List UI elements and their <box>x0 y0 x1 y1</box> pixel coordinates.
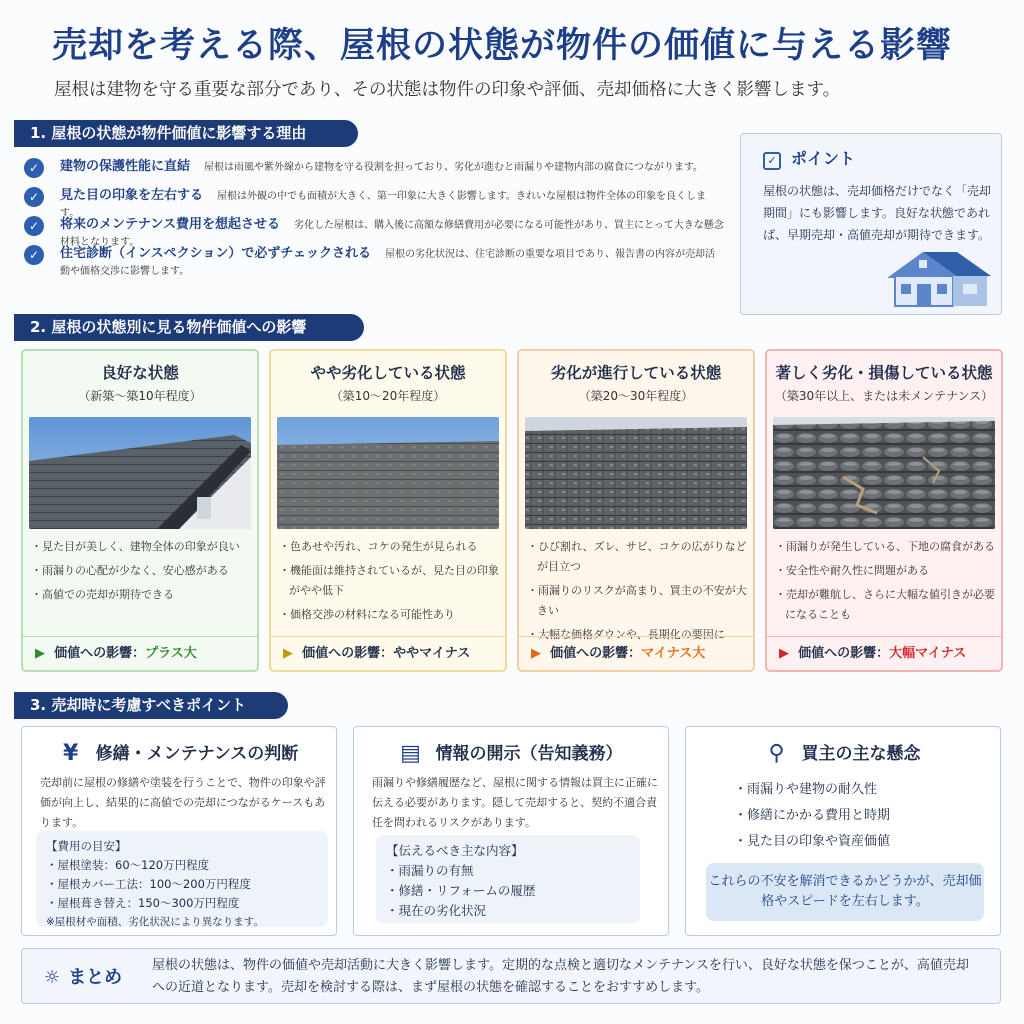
card-item: ・高値での売却が期待できる <box>31 588 174 601</box>
impact-value: 大幅マイナス <box>889 646 967 661</box>
impact-label: 価値への影響： <box>54 646 146 661</box>
disclosure-box <box>353 726 669 936</box>
card-item: ・見た目が美しく、建物全体の印象が良い <box>31 540 240 553</box>
summary-text: 屋根の状態は、物件の価値や売却活動に大きく影響します。定期的な点検と適切なメンテナンスを行い、良好な状態を保つことが、高値売却への近道となります。売却を検討する際は、まず屋根の状態を確認することをおすすめします。 <box>152 958 969 995</box>
impact-value: プラス大 <box>145 646 197 661</box>
condition-card-good <box>21 349 259 672</box>
card-subtitle: （築30年以上、または未メンテナンス） <box>774 389 994 403</box>
lightbulb-icon: ☼ <box>44 967 61 988</box>
list-item: ・修繕にかかる費用と時期 <box>734 808 891 823</box>
lightbulb-note-icon: ✓ <box>763 152 781 170</box>
repair-decision-box <box>21 726 337 936</box>
section1-heading: 1. 屋根の状態が物件価値に影響する理由 <box>14 120 358 147</box>
house-icon <box>887 246 991 308</box>
reason-text: 屋根の劣化状況は、住宅診断の重要な項目であり、報告書の内容が売却活動や価格交渉に影響します。 <box>60 249 715 277</box>
triangle-right-icon: ▶ <box>35 646 45 661</box>
cost-guide <box>36 831 328 927</box>
card-item: ・雨漏りが発生している、下地の腐食がある <box>775 540 995 553</box>
impact-value: マイナス大 <box>641 646 706 661</box>
card-item: ・大幅な価格ダウンや、長期化の要因に <box>527 628 725 641</box>
point-heading: ポイント <box>791 149 856 168</box>
condition-card-advanced-degradation <box>517 349 755 672</box>
card-item: ・機能面は維持されているが、見た目の印象がやや低下 <box>279 564 499 597</box>
impact-value: ややマイナス <box>393 646 471 661</box>
condition-card-slightly-degraded <box>269 349 507 672</box>
triangle-right-icon: ▶ <box>283 646 293 661</box>
card-item: ・価格交渉の材料になる可能性あり <box>279 608 455 621</box>
list-item: ・修繕・リフォームの履歴 <box>386 883 536 898</box>
roof-photo <box>29 417 251 529</box>
triangle-right-icon: ▶ <box>531 646 541 661</box>
impact-label: 価値への影響： <box>550 646 642 661</box>
value-impact <box>271 636 505 670</box>
card-subtitle: （築20〜30年程度） <box>578 389 694 403</box>
roof-photo <box>525 417 747 529</box>
list-heading: 【伝えるべき主な内容】 <box>386 843 524 858</box>
buyer-concerns-box <box>685 726 1001 936</box>
cost-item: ・屋根塗装：60〜120万円程度 <box>46 858 210 872</box>
section2-heading: 2. 屋根の状態別に見る物件価値への影響 <box>14 314 364 341</box>
page-subtitle: 屋根は建物を守る重要な部分であり、その状態は物件の印象や評価、売却価格に大きく影響します。 <box>54 80 841 100</box>
point-box <box>740 133 1002 315</box>
box-heading: 情報の開示（告知義務） <box>435 744 623 764</box>
roof-photo <box>773 417 995 529</box>
card-title: 良好な状態 <box>101 364 179 382</box>
point-text: 屋根の状態は、売却価格だけでなく「売却期間」にも影響します。良好な状態であれば、早期売却・高値売却が期待できます。 <box>763 184 992 242</box>
card-subtitle: （新築〜築10年程度） <box>78 389 202 403</box>
disclosure-list <box>376 835 640 923</box>
page-title: 売却を考える際、屋根の状態が物件の価値に与える影響 <box>52 26 953 66</box>
document-icon: ▤ <box>400 741 421 766</box>
card-title: 劣化が進行している状態 <box>550 364 722 382</box>
card-item: ・雨漏りのリスクが高まり、買主の不安が大きい <box>527 584 747 617</box>
reason-text: 劣化した屋根は、購入後に高額な修繕費用が必要になる可能性があり、買主にとって大きな懸念材料となります。 <box>60 220 724 248</box>
card-item: ・売却が難航し、さらに大幅な値引きが必要になることも <box>775 588 995 621</box>
card-item: ・安全性や耐久性に問題がある <box>775 564 929 577</box>
concerns-conclusion: これらの不安を解消できるかどうかが、売却価格やスピードを左右します。 <box>706 863 984 921</box>
cost-note: ※屋根材や面積、劣化状況により異なります。 <box>46 916 264 928</box>
search-icon: ⚲ <box>768 741 785 766</box>
check-icon: ✓ <box>24 245 44 265</box>
list-item: ・雨漏りや建物の耐久性 <box>734 782 878 797</box>
card-item: ・色あせや汚れ、コケの発生が見られる <box>279 540 478 553</box>
reason-text: 屋根は外観の中でも面積が大きく、第一印象に大きく影響します。きれいな屋根は物件全体の印象を良くします。 <box>60 191 707 219</box>
reason-text: 屋根は雨風や紫外線から建物を守る役割を担っており、劣化が進むと雨漏りや建物内部の腐食につながります。 <box>204 162 704 173</box>
check-icon: ✓ <box>24 216 44 236</box>
reason-title: 建物の保護性能に直結 <box>60 159 191 174</box>
value-impact <box>519 636 753 670</box>
cost-heading: 【費用の目安】 <box>46 839 127 853</box>
box-heading: 修繕・メンテナンスの判断 <box>95 744 299 764</box>
card-title: やや劣化している状態 <box>310 364 466 382</box>
box-text: 雨漏りや修繕履歴など、屋根に関する情報は買主に正確に伝える必要があります。隠して売却すると、契約不適合責任を問われるリスクがあります。 <box>372 776 658 829</box>
cost-item: ・屋根葺き替え：150〜300万円程度 <box>46 896 240 910</box>
cost-item: ・屋根カバー工法：100〜200万円程度 <box>46 877 251 891</box>
box-text: 売却前に屋根の修繕や塗装を行うことで、物件の印象や評価が向上し、結果的に高値での売却につながるケースもあります。 <box>40 776 326 829</box>
triangle-right-icon: ▶ <box>779 646 789 661</box>
box-heading: 買主の主な懸念 <box>801 744 921 764</box>
impact-label: 価値への影響： <box>798 646 890 661</box>
check-icon: ✓ <box>24 158 44 178</box>
summary-heading: まとめ <box>68 967 123 988</box>
card-item: ・雨漏りの心配が少なく、安心感がある <box>31 564 229 577</box>
reason-title: 住宅診断（インスペクション）で必ずチェックされる <box>60 246 371 261</box>
reason-item <box>24 245 724 280</box>
list-item: ・現在の劣化状況 <box>386 903 487 918</box>
card-subtitle: （築10〜20年程度） <box>330 389 446 403</box>
roof-photo <box>277 417 499 529</box>
card-title: 著しく劣化・損傷している状態 <box>775 364 993 382</box>
reason-title: 見た目の印象を左右する <box>60 188 204 203</box>
list-item: ・雨漏りの有無 <box>386 863 474 878</box>
list-item: ・見た目の印象や資産価値 <box>734 834 891 849</box>
value-impact <box>767 636 1001 670</box>
summary-box <box>21 948 1001 1004</box>
impact-label: 価値への影響： <box>302 646 394 661</box>
value-impact <box>23 636 257 670</box>
card-item: ・ひび割れ、ズレ、サビ、コケの広がりなどが目立つ <box>527 540 747 573</box>
section3-heading: 3. 売却時に考慮すべきポイント <box>14 692 288 719</box>
reason-title: 将来のメンテナンス費用を想起させる <box>60 217 280 232</box>
reason-item <box>24 158 724 176</box>
check-icon: ✓ <box>24 187 44 207</box>
condition-card-severely-damaged <box>765 349 1003 672</box>
yen-icon: ¥ <box>63 741 79 766</box>
